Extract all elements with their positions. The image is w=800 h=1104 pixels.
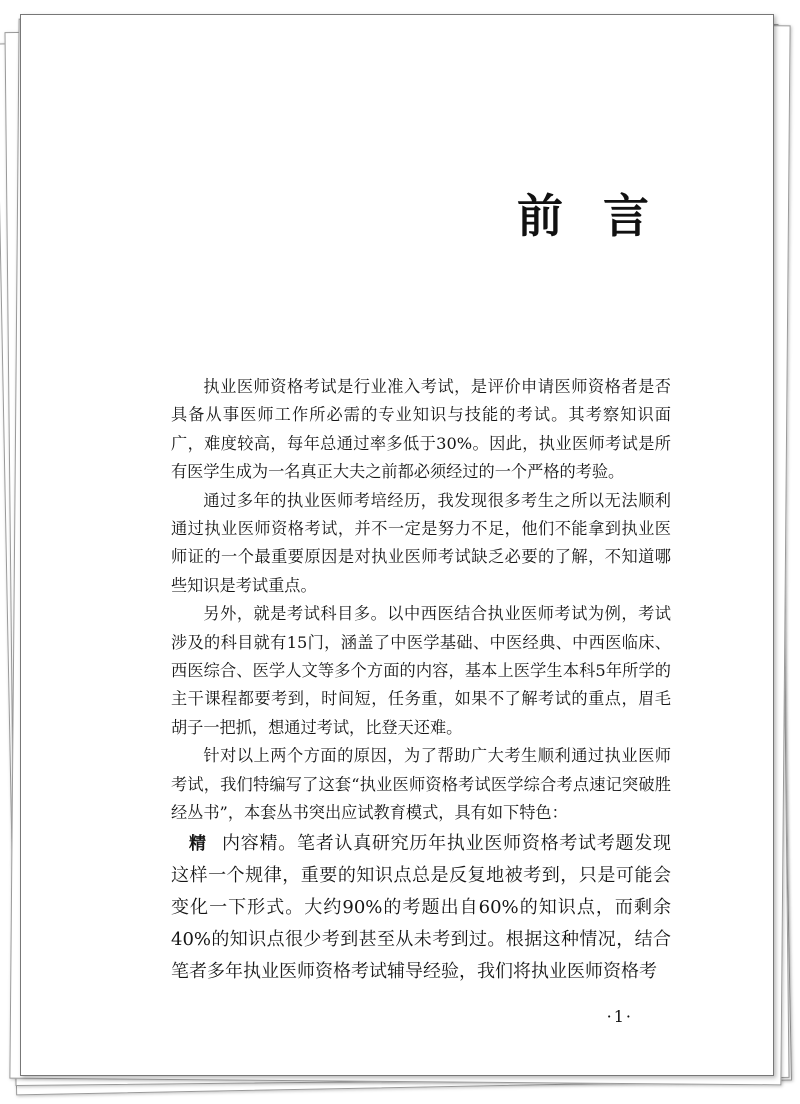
paragraph: 针对以上两个方面的原因，为了帮助广大考生顺利通过执业医师考试，我们特编写了这套“执业医师资格考试医学综合考点速记突破胜经丛书”，本套丛书突出应试教育模式，具有如下特色： xyxy=(171,746,671,823)
preface-page xyxy=(20,14,774,1076)
feature-paragraph xyxy=(171,828,671,988)
feature-lead-word: 精 xyxy=(189,833,207,854)
paragraph: 执业医师资格考试是行业准入考试，是评价申请医师资格者是否具备从事医师工作所必需的专业知识与技能的考试。其考察知识面广，难度较高，每年总通过率多低于30%。因此，执业医师考试是所有医学生成为一名真正大夫之前都必须经过的一个严格的考验。 xyxy=(171,377,671,482)
paragraph: 另外，就是考试科目多。以中西医结合执业医师考试为例，考试涉及的科目就有15门，涵盖了中医学基础、中医经典、中西医临床、西医综合、医学人文等多个方面的内容，基本上医学生本科5年所学的主干课程都要考到，时间短，任务重，如果不了解考试的重点，眉毛胡子一把抓，想通过考试，比登天还难。 xyxy=(171,604,671,737)
page-title: 前 言 xyxy=(516,189,661,243)
feature-text: 内容精。笔者认真研究历年执业医师资格考试考题发现这样一个规律，重要的知识点总是反复地被考到，只是可能会变化一下形式。大约90%的考题出自60%的知识点，而剩余40%的知识点很少考到甚至从未考到过。根据这种情况，结合笔者多年执业医师资格考试辅导经验，我们将执业医师资格考 xyxy=(171,832,672,982)
preface-body xyxy=(171,373,671,988)
paragraph: 通过多年的执业医师考培经历，我发现很多考生之所以无法顺利通过执业医师资格考试，并不一定是努力不足，他们不能拿到执业医师证的一个最重要原因是对执业医师考试缺乏必要的了解，不知道哪些知识是考试重点。 xyxy=(171,490,671,595)
page-number: ·1· xyxy=(606,1007,633,1026)
